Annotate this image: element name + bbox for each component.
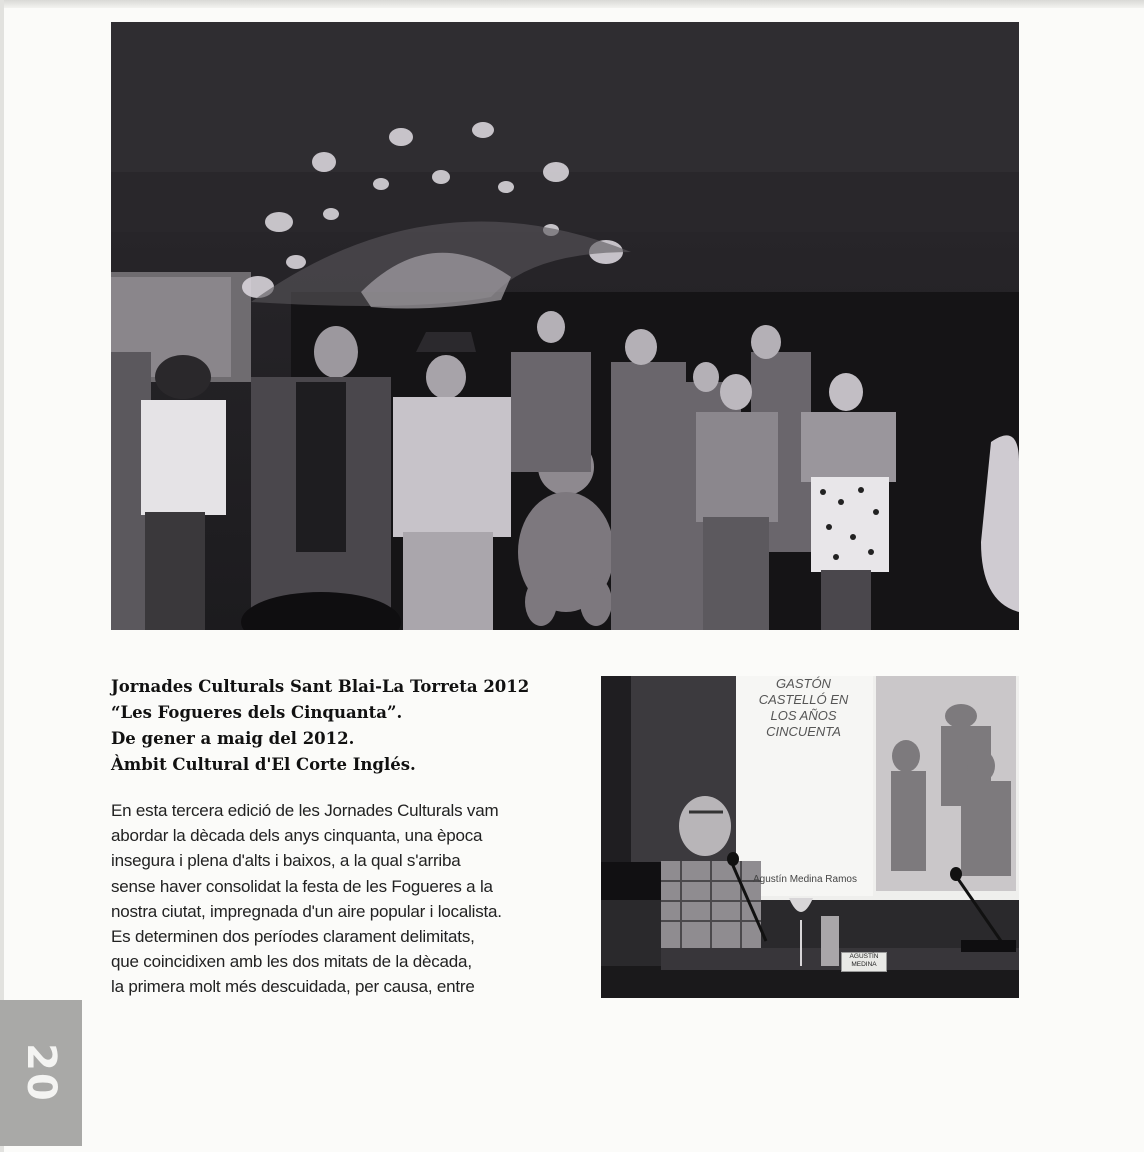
article-body	[111, 798, 551, 1000]
body-line: sense haver consolidat la festa de les Fogueres a la	[111, 876, 493, 896]
stage-performers-photo	[111, 22, 1019, 630]
body-line: la primera molt més descuidada, per causa, entre	[111, 977, 475, 997]
body-line: Es determinen dos períodes clarament delimitats,	[111, 927, 475, 947]
photo-caption	[111, 674, 571, 778]
page-left-edge	[0, 0, 4, 1152]
body-line: nostra ciutat, impregnada d'un aire popular i localista.	[111, 901, 502, 921]
slide-title	[741, 676, 866, 740]
body-line: En esta tercera edició de les Jornades Culturals vam	[111, 801, 499, 820]
slide-title-line: CINCUENTA	[766, 724, 841, 739]
page-number-text: 20	[17, 1043, 64, 1103]
page-number	[0, 1000, 82, 1146]
body-line: abordar la dècada dels anys cinquanta, una època	[111, 826, 483, 846]
slide-author: Agustín Medina Ramos	[753, 874, 857, 885]
page-top-edge	[0, 0, 1144, 8]
lecture-speaker-photo	[601, 676, 1019, 998]
caption-dates: De gener a maig del 2012.	[111, 729, 355, 748]
nameplate-first-name: AGUSTÍN	[849, 953, 879, 960]
speaker-nameplate	[841, 952, 887, 972]
slide-title-line: LOS AÑOS	[770, 708, 837, 723]
nameplate-last-name: MEDINA	[851, 961, 877, 968]
body-line: que coincidixen amb les dos mitats de la dècada,	[111, 952, 472, 972]
page-number-tab	[0, 1000, 82, 1146]
body-line: insegura i plena d'alts i baixos, a la qual s'arriba	[111, 851, 461, 871]
slide-title-line: CASTELLÓ EN	[758, 692, 849, 707]
caption-venue: Àmbit Cultural d'El Corte Inglés.	[111, 755, 416, 774]
caption-edition-title: “Les Fogueres dels Cinquanta”.	[111, 703, 403, 722]
caption-event-title: Jornades Culturals Sant Blai-La Torreta 2012	[111, 677, 530, 696]
slide-title-line: GASTÓN	[776, 676, 831, 691]
